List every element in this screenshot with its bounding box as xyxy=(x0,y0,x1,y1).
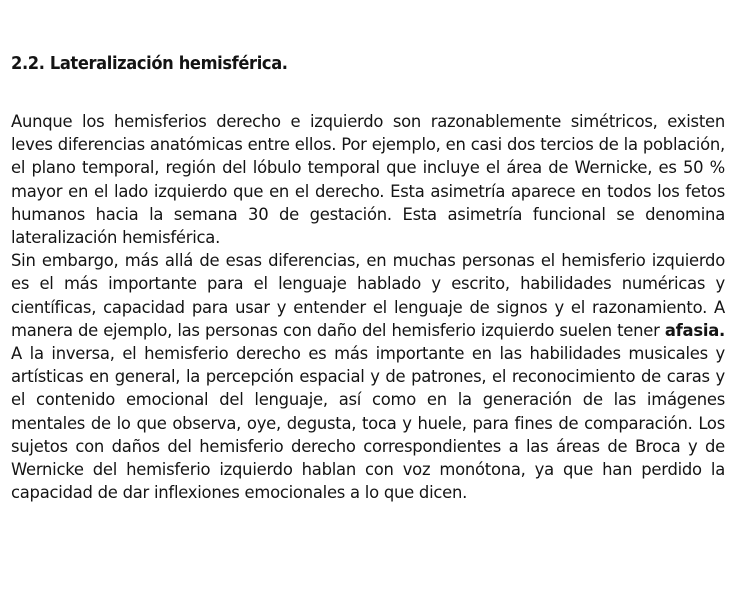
paragraph-lateralization-intro: Aunque los hemisferios derecho e izquierdo son razonablemente simétricos, existen leves diferencias anatómicas entre ellos. Por ejemplo, en casi dos tercios de la población, el plano temporal, región del lóbulo temporal que incluye el área de Wernicke, es 50 % mayor en el lado izquierdo que en el derecho. Esta asimetría aparece en todos los fetos humanos hacia la semana 30 de gestación. Esta asimetría funcional se denomina lateralización hemisférica. xyxy=(11,112,725,248)
paragraph-hemisphere-functions xyxy=(11,249,725,504)
paragraph-text-after-term: A la inversa, el hemisferio derecho es más importante en las habilidades musicales y artísticas en general, la percepción espacial y de patrones, el reconocimiento de caras y el contenido emocional del lenguaje, así como en la generación de las imágenes mentales de lo que observa, oye, degusta, toca y huele, para fines de comparación. Los sujetos con daños del hemisferio derecho correspondientes a las áreas de Broca y de Wernicke del hemisferio izquierdo hablan con voz monótona, ya que han perdido la capacidad de dar inflexiones emocionales a lo que dicen. xyxy=(11,344,725,503)
paragraph-text-before-term: Sin embargo, más allá de esas diferencias, en muchas personas el hemisferio izquierdo es el más importante para el lenguaje hablado y escrito, habilidades numéricas y científicas, capacidad para usar y entender el lenguaje de signos y el razonamiento. A manera de ejemplo, las personas con daño del hemisferio izquierdo suelen tener xyxy=(11,251,725,340)
bold-term-afasia: afasia. xyxy=(664,320,725,340)
section-heading: 2.2. Lateralización hemisférica. xyxy=(11,54,288,74)
document-body xyxy=(11,52,725,504)
